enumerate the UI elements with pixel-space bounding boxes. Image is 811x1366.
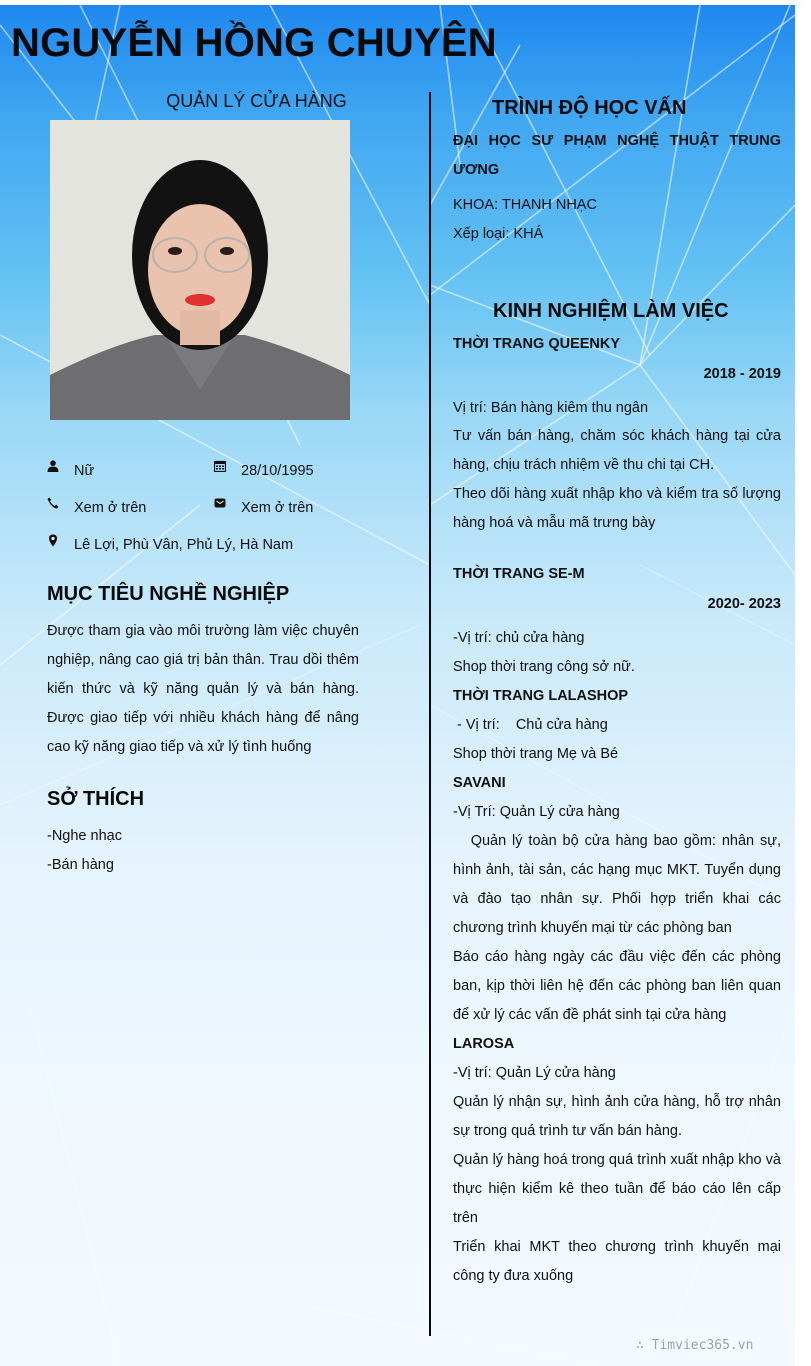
school-name: ĐẠI HỌC SƯ PHẠM NGHỆ THUẬT TRUNG ƯƠNG (453, 133, 781, 178)
hobby-item: -Nghe nhạc (47, 828, 122, 844)
job-line: Theo dõi hàng xuất nhập kho và kiểm tra số lượng hàng hoá và mẫu mã trưng bày (453, 486, 781, 531)
birthday-row (214, 463, 314, 479)
job-period: 2018 - 2019 (703, 366, 781, 382)
job-company: SAVANI (453, 775, 506, 791)
education-grade: Xếp loại: KHÁ (453, 226, 544, 242)
job-line: Shop thời trang Mẹ và Bé (453, 746, 619, 762)
job-period: 2020- 2023 (707, 596, 781, 612)
birthday-value: 28/10/1995 (241, 463, 314, 479)
email-row (214, 500, 313, 516)
education-major: KHOA: THANH NHẠC (453, 197, 597, 213)
job-line: - Vị trí: Chủ cửa hàng (453, 717, 608, 733)
job-company: LAROSA (453, 1036, 515, 1052)
profile-photo (50, 120, 350, 420)
job-company: THỜI TRANG QUEENKY (453, 336, 621, 352)
gender-value: Nữ (74, 463, 95, 479)
user-icon (47, 460, 61, 474)
experience-title: KINH NGHIỆM LÀM VIỆC (493, 300, 729, 322)
job-line: -Vị trí: chủ cửa hàng (453, 630, 585, 646)
phone-icon (47, 497, 61, 511)
job-line: Tư vấn bán hàng, chăm sóc khách hàng tại cửa hàng, chịu trách nhiệm về thu chi tại CH. (453, 428, 781, 473)
objective-text: Được tham gia vào môi trường làm việc chuyên nghiệp, nâng cao giá trị bản thân. Trau dồi thêm kiến thức và kỹ năng quản lý và bán hàng. Được giao tiếp với nhiều khách hàng để nâng cao kỹ năng giao tiếp và xử lý tình huống (47, 623, 359, 755)
profile-photo-image (50, 120, 350, 420)
job-line: Báo cáo hàng ngày các đầu việc đến các phòng ban, kịp thời liên hệ đến các phòng ban liên quan để xử lý các vấn đề phát sinh tại cửa hàng (453, 949, 781, 1023)
job-line: Quản lý nhận sự, hình ảnh cửa hàng, hỗ trợ nhân sự trong quá trình tư vấn bán hàng. (453, 1094, 781, 1139)
education-title: TRÌNH ĐỘ HỌC VẤN (492, 97, 687, 119)
job-line: -Vị trí: Quản Lý cửa hàng (453, 1065, 616, 1081)
envelope-icon (214, 497, 228, 511)
gender-row (47, 463, 94, 479)
phone-row (47, 500, 146, 516)
job-line: Triển khai MKT theo chương trình khuyến mại công ty đưa xuống (453, 1239, 781, 1284)
job-line: -Vị Trí: Quản Lý cửa hàng (453, 804, 620, 820)
phone-value: Xem ở trên (74, 500, 147, 516)
hobbies-title: SỞ THÍCH (47, 788, 145, 810)
job-line: Quản lý hàng hoá trong quá trình xuất nhập kho và thực hiện kiểm kê theo tuần để báo cáo lên cấp trên (453, 1152, 781, 1226)
column-divider (429, 92, 431, 1336)
address-value: Lê Lợi, Phù Vân, Phủ Lý, Hà Nam (74, 537, 294, 553)
calendar-icon (214, 460, 228, 474)
job-title: QUẢN LÝ CỬA HÀNG (166, 91, 347, 111)
hobby-item: -Bán hàng (47, 857, 114, 873)
objective-title: MỤC TIÊU NGHỀ NGHIỆP (47, 583, 290, 605)
job-line: Shop thời trang công sở nữ. (453, 659, 635, 675)
job-line: Vị trí: Bán hàng kiêm thu ngân (453, 400, 649, 416)
watermark: ∴ Timviec365.vn (636, 1338, 754, 1353)
email-value: Xem ở trên (241, 500, 314, 516)
cv-page (0, 5, 795, 1366)
job-company: THỜI TRANG LALASHOP (453, 688, 629, 704)
job-company: THỜI TRANG SE-M (453, 566, 585, 582)
address-row (47, 537, 293, 553)
map-marker-icon (47, 534, 61, 548)
job-line: Quản lý toàn bộ cửa hàng bao gồm: nhân sự, hình ảnh, tài sản, các hạng mục MKT. Tuyển dụng và đào tạo nhân sự. Phối hợp triển khai các chương trình khuyến mại từ các phòng ban (453, 833, 786, 936)
candidate-name: NGUYỄN HỒNG CHUYÊN (11, 21, 497, 65)
